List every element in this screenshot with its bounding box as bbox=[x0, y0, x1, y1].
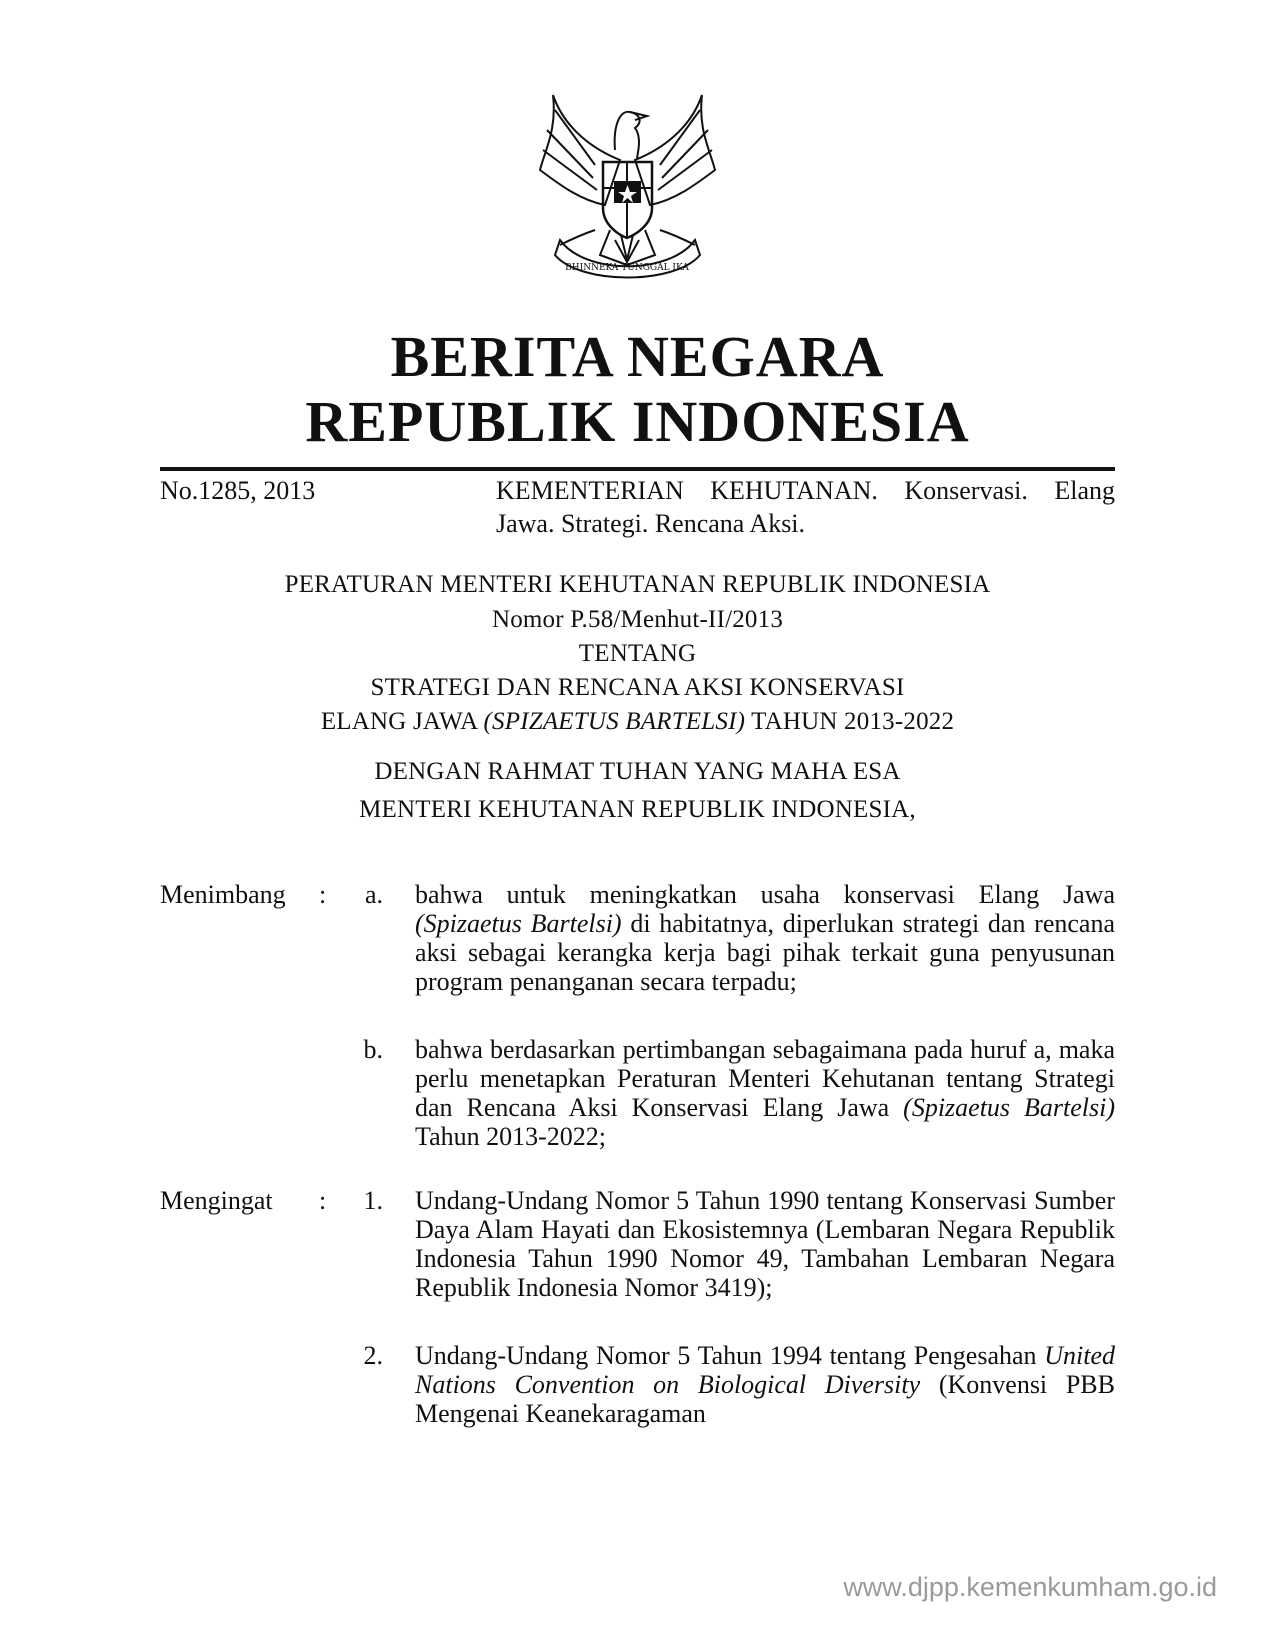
regulation-subject-line-1: STRATEGI DAN RENCANA AKSI KONSERVASI bbox=[370, 674, 905, 701]
garuda-emblem-icon bbox=[535, 90, 720, 290]
regulation-title: PERATURAN MENTERI KEHUTANAN REPUBLIK INDONESIA bbox=[284, 571, 991, 598]
mengingat-colon: : bbox=[319, 1186, 327, 1215]
item-marker: 1. bbox=[363, 1186, 383, 1215]
gazette-subject: KEMENTERIAN KEHUTANAN. Konservasi. Elang Jawa. Strategi. Rencana Aksi. bbox=[496, 476, 1115, 538]
item-marker: b. bbox=[363, 1035, 383, 1064]
item-text: Undang-Undang Nomor 5 Tahun 1994 tentang Pengesahan United Nations Convention on Biological Diversity (Konvensi PBB Mengenai Keanekaragaman bbox=[415, 1341, 1115, 1428]
mengingat-label: Mengingat bbox=[160, 1186, 273, 1215]
preamble-line-1: DENGAN RAHMAT TUHAN YANG MAHA ESA bbox=[374, 758, 901, 785]
masthead-divider bbox=[160, 467, 1115, 471]
masthead-line-1: BERITA NEGARA bbox=[390, 324, 885, 389]
item-text: bahwa untuk meningkatkan usaha konservasi Elang Jawa (Spizaetus Bartelsi) di habitatnya, diperlukan strategi dan rencana aksi sebagai kerangka kerja bagi pihak terkait guna penyusunan program penanganan secara terpadu; bbox=[415, 880, 1115, 996]
regulation-number: Nomor P.58/Menhut-II/2013 bbox=[491, 606, 784, 633]
regulation-tentang: TENTANG bbox=[578, 640, 697, 667]
emblem-motto: BHINNEKA TUNGGAL IKA bbox=[565, 263, 689, 273]
preamble-line-2: MENTERI KEHUTANAN REPUBLIK INDONESIA, bbox=[359, 796, 916, 823]
masthead-line-2: REPUBLIK INDONESIA bbox=[305, 389, 970, 454]
item-text: Undang-Undang Nomor 5 Tahun 1990 tentang Konservasi Sumber Daya Alam Hayati dan Ekosistemnya (Lembaran Negara Republik Indonesia Tahun 1990 Nomor 49, Tambahan Lembaran Negara Republik Indonesia Nomor 3419); bbox=[415, 1186, 1115, 1302]
gazette-number: No.1285, 2013 bbox=[160, 476, 316, 505]
source-watermark: www.djpp.kemenkumham.go.id bbox=[843, 1572, 1217, 1602]
menimbang-colon: : bbox=[319, 880, 327, 909]
item-text: bahwa berdasarkan pertimbangan sebagaimana pada huruf a, maka perlu menetapkan Peraturan Menteri Kehutanan tentang Strategi dan Rencana Aksi Konservasi Elang Jawa (Spizaetus Bartelsi) Tahun 2013-2022; bbox=[415, 1035, 1115, 1151]
item-marker: 2. bbox=[363, 1341, 383, 1370]
regulation-subject-line-2: ELANG JAWA (SPIZAETUS BARTELSI) TAHUN 2013-2022 bbox=[320, 708, 955, 735]
menimbang-label: Menimbang bbox=[160, 880, 286, 909]
item-marker: a. bbox=[364, 880, 383, 909]
